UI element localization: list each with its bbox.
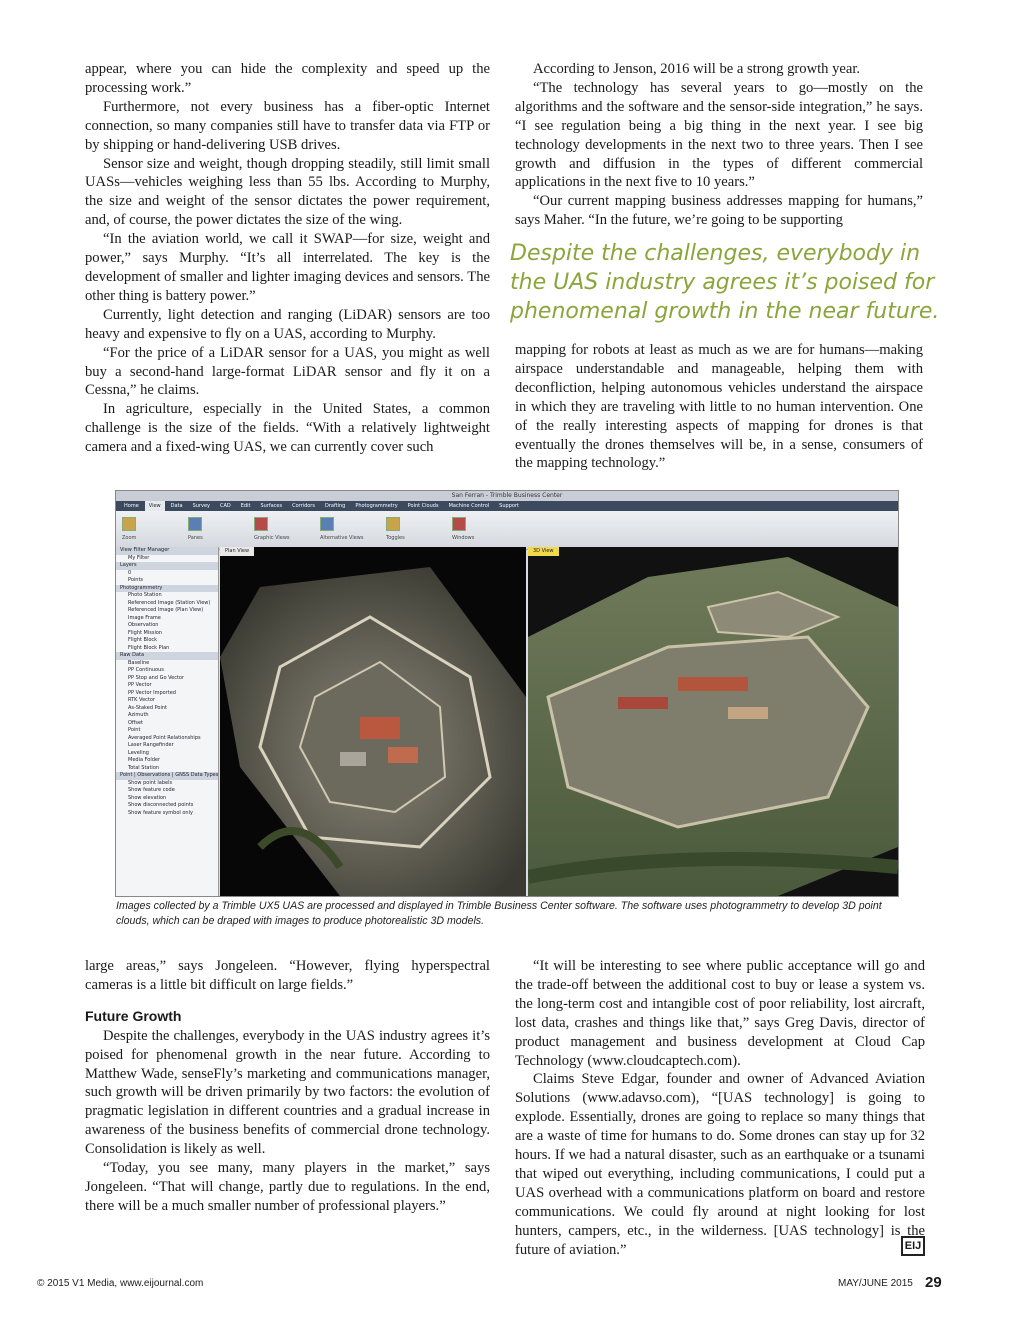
software-screenshot-figure [115,490,899,897]
section-subhead: Future Growth [85,1007,182,1024]
filter-tree-item[interactable]: Photo Station [128,592,162,598]
paragraph: In agriculture, especially in the United States, a common challenge is the size of the fields. “With a relatively lightweight camera and a fixed-wing UAS, we can currently cover such [85,401,490,456]
ribbon-group [122,513,182,547]
filter-tree-item[interactable]: Show elevation [128,794,167,801]
filter-tree-item[interactable]: PP Vector Imported [128,689,176,696]
ribbon-button-icon[interactable] [386,517,400,531]
filter-tree-item[interactable]: Referenced Image (Station View) [128,599,211,606]
paragraph: Currently, light detection and ranging (LiDAR) sensors are too heavy and expensive to fly on a UAS, according to Murphy. [85,306,490,342]
filter-tree-item[interactable]: Layers [116,562,218,570]
ribbon-group [320,513,380,547]
ribbon-tab[interactable]: Corridors [292,503,315,509]
filter-tree-item[interactable]: Image Frame [128,614,161,621]
ribbon-tab[interactable]: Edit [240,503,251,509]
plan-view-tab[interactable]: Plan View [220,547,254,556]
filter-tree-item[interactable]: As-Staked Point [128,704,167,711]
fortress-plan-image [220,547,526,896]
ribbon-group-label: Alternative Views [320,535,364,541]
paragraph: “Today, you see many, many players in the market,” says Jongeleen. “That will change, partly due to regulations. In the end, there will be a much smaller number of professional players.” [85,1160,490,1214]
filter-tree-item[interactable]: Averaged Point Relationships [128,734,201,741]
ribbon-tab[interactable]: Point Clouds [407,503,439,509]
filter-tree-item[interactable]: Flight Block [128,637,158,643]
ribbon-tab[interactable]: Support [499,503,519,509]
paragraph: “Our current mapping business addresses mapping for humans,” says Maher. “In the future, we’re going to be supporting [515,193,923,229]
ribbon-button-icon[interactable] [320,517,334,531]
ribbon-button-icon[interactable] [452,517,466,531]
ribbon-tab[interactable]: CAD [220,503,231,509]
paragraph: Claims Steve Edgar, founder and owner of Advanced Aviation Solutions (www.adavso.com), “[UAS technology] is going to explode. Essentially, drones are going to replace so many things that are a waste of time for humans to do. Some drones can stay up for 32 hours. If we had a natural disaster, such as an earthquake or a tsunami that wiped out everything, including communications, I could put a UAS overhead with a communications platform on board and restore communications. We could fly around at night looking for lost hunters, campers, etc., in the wilderness. [UAS technology] is the future of aviation.” [515,1071,925,1258]
filter-tree-item[interactable]: Raw Data [116,652,218,660]
paragraph: Sensor size and weight, though dropping steadily, still limit small UASs—vehicles weighing less than 55 lbs. According to Murphy, the size and weight of the sensor dictates the power requirement, and, of course, the power dictates the size of the wing. [85,155,490,229]
filter-tree-item[interactable]: Leveling [128,749,149,756]
filter-tree-item[interactable]: PP Stop and Go Vector [128,674,185,681]
ribbon-button-icon[interactable] [188,517,202,531]
filter-tree-item[interactable]: Photogrammetry [116,585,218,593]
filter-tree-item[interactable]: Show feature symbol only [128,809,193,816]
panel-title: View Filter Manager [116,547,218,555]
3d-view-pane [528,547,898,896]
column-top-right-upper [515,60,923,230]
footer-copyright: © 2015 V1 Media, www.eijournal.com [37,1278,204,1289]
ribbon-group [386,513,446,547]
filter-tree-item[interactable]: 0 [128,569,132,576]
filter-tree-item[interactable]: Referenced Image (Plan View) [128,607,204,613]
plan-view-pane [220,547,526,896]
filter-tree-item[interactable]: PP Vector [128,682,152,688]
filter-tree-item[interactable]: Baseline [128,659,150,666]
ribbon-toolbar [116,511,898,550]
3d-view-tab[interactable]: 3D View [528,547,559,556]
filter-tree-item[interactable]: Point | Observations | GNSS Data Types [116,772,218,780]
ribbon-group-label: Graphic Views [254,535,290,541]
ribbon-button-icon[interactable] [122,517,136,531]
column-top-left [85,60,490,457]
ribbon-group [188,513,248,547]
ribbon-tab[interactable]: View [145,501,165,511]
page-number: 29 [925,1274,942,1291]
ribbon-tab[interactable]: Drafting [324,503,346,509]
filter-tree-item[interactable]: Observation [128,622,159,628]
paragraph: “For the price of a LiDAR sensor for a UAS, you might as well buy a second-hand large-format LiDAR sensor and fly it on a Cessna,” he claims. [85,344,490,399]
ribbon-tab[interactable]: Machine Control [448,503,490,509]
filter-tree-item[interactable]: Media Folder [128,757,161,763]
paragraph: Despite the challenges, everybody in the UAS industry agrees it’s poised for phenomenal growth in the near future. According to Matthew Wade, senseFly’s marketing and communications manager, such growth will be driven primarily by two factors: the evolution of pragmatic legislation in different countries and a gradual increase in awareness of the business benefits of commercial drone technology. Consolidation is likely as well. [85,1027,490,1158]
filter-tree [116,555,218,818]
filter-tree-item[interactable]: My Filter [128,554,150,561]
ribbon-tab[interactable]: Home [124,503,139,509]
filter-tree-item[interactable]: Points [128,577,144,583]
ribbon-tab[interactable]: Photogrammetry [355,503,398,509]
ribbon-group-label: Zoom [122,535,137,541]
filter-tree-item[interactable]: Total Station [128,764,160,771]
paragraph: According to Jenson, 2016 will be a strong growth year. [533,61,861,77]
filter-tree-item[interactable]: Show disconnected points [128,802,194,808]
paragraph: “It will be interesting to see where public acceptance will go and the trade-off between the additional cost to buy or lease a system vs. the long-term cost and intangible cost of poor reliability, lost aircraft, lost data, crashes and things like that,” says Greg Davis, director of product management and business development at Cloud Cap Technology (www.cloudcaptech.com). [515,958,925,1069]
paragraph: appear, where you can hide the complexity and speed up the processing work.” [85,61,490,96]
ribbon-tab[interactable]: Survey [192,503,210,509]
ribbon-group-label: Panes [188,535,203,541]
filter-tree-item[interactable]: Offset [128,719,144,726]
column-bottom-left [85,957,490,1216]
filter-tree-item[interactable]: Flight Mission [128,629,163,636]
ribbon-tab[interactable]: Surfaces [260,503,283,509]
ribbon-button-icon[interactable] [254,517,268,531]
ribbon-tab[interactable]: Data [170,503,183,509]
ribbon-tab-bar [116,501,898,511]
filter-tree-item[interactable]: Azimuth [128,712,149,718]
paragraph: “In the aviation world, we call it SWAP—for size, weight and power,” says Murphy. “It’s all interrelated. The key is the development of smaller and lighter imaging devices and sensors. The other thing is battery power.” [85,231,490,304]
filter-tree-item[interactable]: Flight Block Plan [128,644,170,651]
end-of-article-mark: EIJ [901,1236,925,1256]
figure-caption: Images collected by a Trimble UX5 UAS are processed and displayed in Trimble Business Center software. The software uses photogrammetry to develop 3D point clouds, which can be draped with images to produce photorealistic 3D models. [116,900,882,927]
view-filter-panel [116,547,219,896]
footer-issue-date: MAY/JUNE 2015 [838,1278,913,1289]
app-titlebar: San Ferran - Trimble Business Center [116,491,898,501]
fortress-3d-model-image [528,547,898,896]
column-bottom-right [515,957,925,1260]
paragraph: Furthermore, not every business has a fiber-optic Internet connection, so many companies still have to transfer data via FTP or by shipping or hand-delivering USB drives. [85,98,490,153]
ribbon-group [452,513,512,547]
paragraph: large areas,” says Jongeleen. “However, flying hyperspectral cameras is a little bit difficult on large fields.” [85,958,490,993]
ribbon-group [254,513,314,547]
paragraph: “The technology has several years to go—mostly on the algorithms and the software and the sensor-side integration,” he says. “I see regulation being a big thing in the next year. I see big technology developments in the next two to three years. Then I see growth and diffusion in the types of different commercial applications in the next five to 10 years.” [515,79,923,191]
pull-quote: Despite the challenges, everybody in the UAS industry agrees it’s poised for phenomenal growth in the near future. [510,241,940,324]
filter-tree-item[interactable]: Show point labels [128,779,173,786]
filter-tree-item[interactable]: RTK Vector [128,697,155,703]
ribbon-group-label: Toggles [386,535,405,541]
filter-tree-item[interactable]: Point [128,727,141,733]
column-top-right-lower [515,341,923,473]
ribbon-group-label: Windows [452,535,475,541]
filter-tree-item[interactable]: Show feature code [128,787,175,793]
filter-tree-item[interactable]: Laser Rangefinder [128,742,174,748]
paragraph: mapping for robots at least as much as we are for humans—making airspace understandable and manageable, helping them with deconfliction, helping autonomous vehicles understand the airspace in which they are traveling with little to no human intervention. One of the really interesting aspects of mapping for drones is that eventually the drones themselves will be, in a sense, consumers of the mapping technology.” [515,342,923,472]
filter-tree-item[interactable]: PP Continuous [128,667,164,673]
